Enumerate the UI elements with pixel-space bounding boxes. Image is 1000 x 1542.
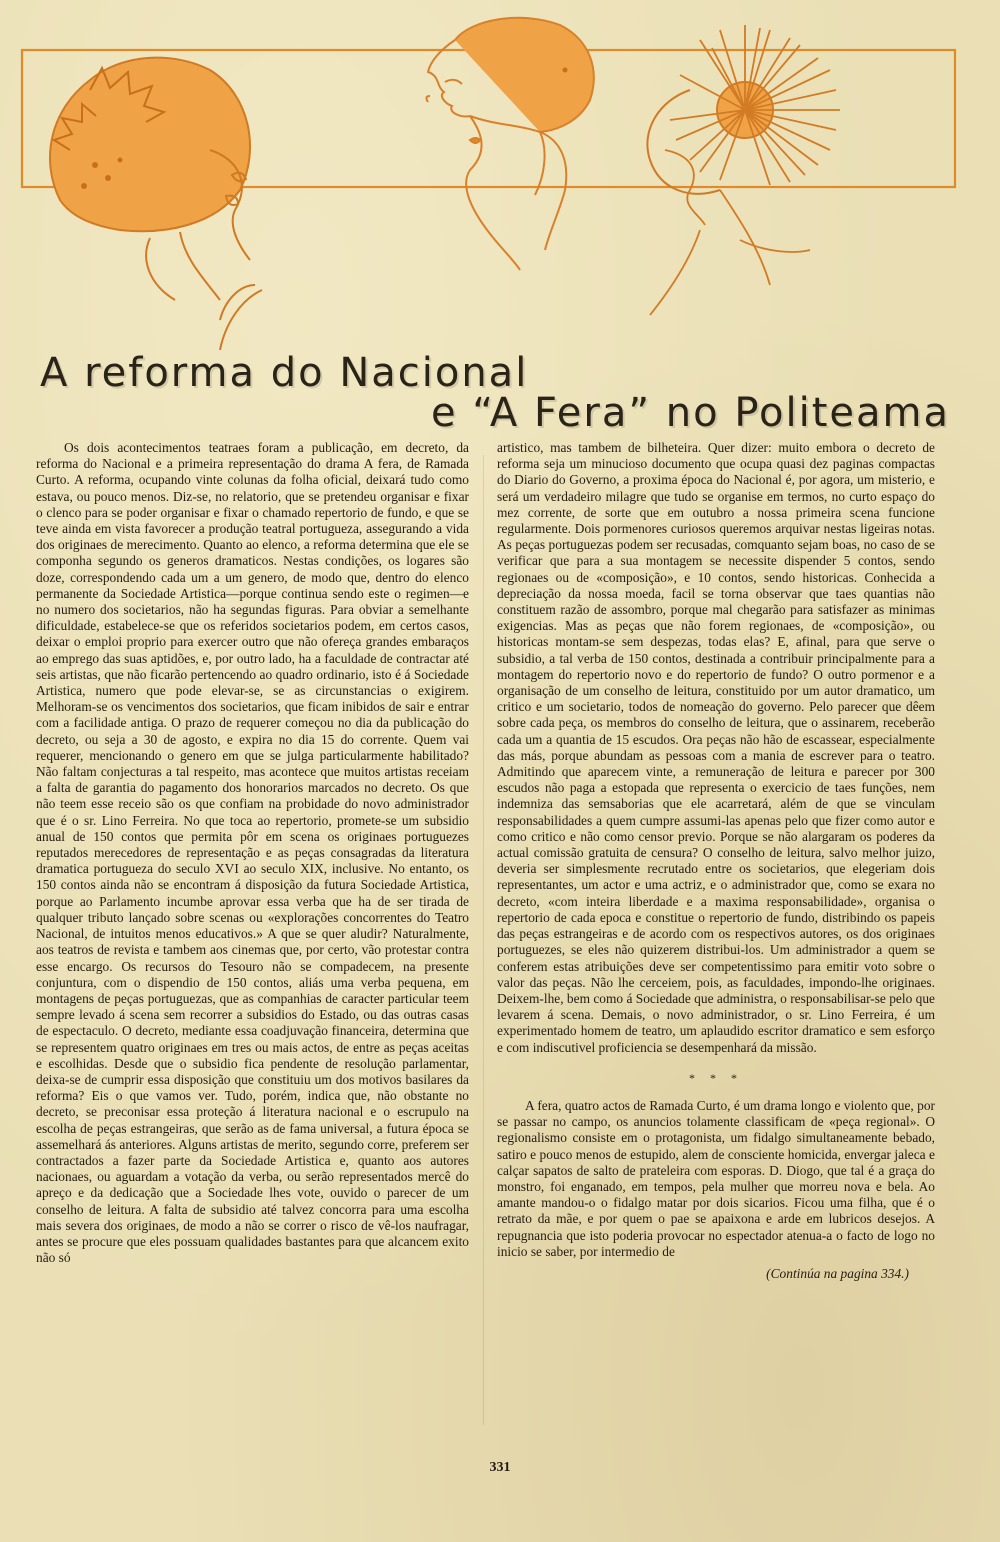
continued-note: (Continúa na pagina 334.) (766, 1265, 909, 1281)
column-divider (483, 455, 484, 1425)
profile-face-figure (426, 18, 593, 270)
title-line-2: e “A Fera” no Politeama (430, 390, 950, 436)
article-title (30, 350, 950, 436)
right-column-paragraph-1: artistico, mas tambem de bilheteira. Quer dizer: muito embora o decreto de reforma seja um minucioso documento que ocupa quasi dez paginas compactas do Diario do Governo, a proxima época do Nacional é, por agora, um misterio, e será um verdadeiro milagre que tudo se organise em termos, no curto espaço do mez corrente, de sorte que em outubro a nossa primeira scena funcione regularmente. Dois pormenores curiosos queremos arquivar nestas ligeiras notas. As peças portuguezas podem ser recusadas, comquanto sejam boas, no caso de se verificar que para a sua montagem se necessite dispender 5 contos, sendo regionaes ou de «composição», e 10 contos, sendo historicas. Conhecida a depreciação da nossa moeda, facil se torna observar que taes quantias não constituem razão de assombro, porque mal chegarão para satisfazer as minimas exigencias. Mas as peças que não forem regionaes, de «composição», ou historicas montam-se sem despezas, todas elas? E, afinal, para que serve o subsidio, a tal verba de 150 contos, destinada a contribuir principalmente para a montagem do repertorio novo e do repertorio de fundo? O outro pormenor e a organisação de um conselho de leitura, constituido por um autor dramatico, um critico e um societario, todos de nomeação do governo. Pelo parecer que dêem sobre cada peça, os membros do conselho de leitura, que o assinarem, receberão cada um a quantia de 15 escudos. Ora peças não hão de escassear, especialmente das más, porque abundam as pessoas com a mania de escrever para o teatro. Admitindo que aparecem vinte, a remuneração de leitura e parecer por 300 escudos não paga a estopada que representa o exercicio de taes funções, nem indemniza das semsaborias que ele acarretará, além de que se vinculam responsabilidades a quem cumpre assumi-las apenas pelo que fizer como autor e como critico e não como censor previo. Porque se não alargaram os poderes da actual comissão gratuita de censura? O conselho de leitura, salvo melhor juizo, deveria ser simplesmente recrutado entre os societarios, que elegeriam dois representantes, um actor e uma actriz, e o administrador que, como se exara no decreto, «com inteira liberdade e a maxima responsabilidade», organisa o repertorio de cada epoca e constitue o repertorio de fundo, distribindo os papeis das peças estrangeiras e de acordo com os respectivos autores, os dos originaes portuguezes, se eles não quizerem distribui-los. Um administrador a quem se conferem estas atribuições deve ser competentissimo para emitir voto sobre o valor das peças. Não lhe cerceiem, pois, as faculdades, impondo-lhe originaes. Deixem-lhe, bem como á Sociedade que administra, o responsabilisar-se pelo que levarem á scena. Demais, o novo administrador, o sr. Lino Ferreira, é um experimentado homem de teatro, um aplaudido escritor dramatico e sem esforço e com indiscutivel proficiencia se desempenhará da missão. (497, 440, 935, 1055)
right-column-paragraph-2: A fera, quatro actos de Ramada Curto, é um drama longo e violento que, por se passar no campo, os anuncios tolamente classificam de «peça regional». O regionalismo consiste em o protagonista, um fidalgo simultaneamente bebado, satiro e pouco menos de estupido, alem de consciente homicida, envergar jaleca e calçar sapatos de salto de prateleira com esporas. D. Diogo, que tal é a graça do monstro, foi enganado, em tempos, pela mulher que morreu nova e bela. Ao amante mandou-o o fidalgo matar por dois sicarios. Ficou uma filha, que é o retrato da mãe, e por quem o pae se apaixona e arde em lubricos desejos. A repugnancia que isto poderia provocar no espectador atenua-a o facto de logo no inicio se saber, por intermedio de (497, 1097, 935, 1259)
page-number: 331 (489, 1460, 511, 1475)
flower-hat-figure (50, 58, 255, 320)
left-column (36, 440, 469, 1266)
title-line-1: A reforma do Nacional (40, 350, 529, 396)
right-column (497, 440, 935, 1282)
section-separator: * * * (689, 1070, 743, 1085)
left-column-paragraph: Os dois acontecimentos teatraes foram a publicação, em decreto, da reforma do Nacional e a primeira representação do drama A fera, de Ramada Curto. A reforma, ocupando vinte colunas da folha oficial, deixará tudo como estava, ou pouco menos. Diz-se, no relatorio, que se pretendeu organisar e fixar o clenco para se poder organisar e fixar o chamado repertorio de fundo, e que se teve ainda em vista favorecer a produção teatral portugueza, assegurando a vida dos originaes de merecimento. Quanto ao elenco, a reforma determina que ele se componha segundo os generos dramaticos. Nestas condições, os logares são doze, correspondendo cada um a um genero, de modo que, dentro do elenco permanente da Sociedade Artistica—porque continua sendo este o regimen—e no numero dos societarios, não ha segundas figuras. Para obviar a semelhante dificuldade, estabelece-se que os referidos societarios podem, em certos casos, deixar o emploi proprio para exercer outro que não ofereça grandes embaraços ao emprego das suas aptidões, e, por outro lado, ha a faculdade de contractar até seis artistas, que não ficarão pertencendo ao quadro ordinario, isto é á Sociedade Artistica, numero que pode elevar-se, se as circunstancias o exigirem. Melhoram-se os vencimentos dos societarios, que ficam inibidos de sair e entrar com a facilidade antiga. O prazo de requerer começou no dia da publicação do decreto, ou seja a 30 de agosto, e expira no dia 15 do corrente. Quem vai requerer, mencionando o genero em que se julga particularmente habilitado? Não faltam conjecturas a tal respeito, mas acontece que muitos artistas receiam a falta de garantia do pagamento dos honorarios marcados no decreto. Os que não teem esse receio são os que confiam na probidade do novo administrador que é o sr. Lino Ferreira. No que toca ao repertorio, promete-se um subsidio anual de 150 contos que permita pôr em scena os originaes portuguezes reputados merecedores de representação e as peças consagradas da literatura dramatica portugueza do seculo XVI ao seculo XIX, inclusive. No entanto, os 150 contos ainda não se encontram á disposição da futura Sociedade Artistica, porque ao Parlamento incumbe aprovar essa verba que ha de ser tirada de qualquer tributo lançado sobre scenas ou «explorações concorrentes do Teatro Nacional, de intuitos menos educativos.» A que se quer aludir? Naturalmente, aos teatros de revista e tambem aos cinemas que, por certo, vão protestar contra esse encargo. Os recursos do Tesouro não se compadecem, na presente conjuntura, com o dispendio de 150 contos, aliás uma verba pequena, em montagens de peças portuguezas, que as companhias de caracter particular teem sempre levado á scena sem recorrer a subsidios do Estado, ou das outras casas de espectaculo. O decreto, mediante essa coadjuvação financeira, determina que se representem quatro originaes em tres ou mais actos, de entre as peças aceitas e escolhidas. Desde que o subsidio fica pendente de resolução parlamentar, deixa-se de cumprir essa disposição que constituiu um dos motivos basilares da reforma? Eis o que vamos ver. Tudo, porém, indica que, não obstante no decreto, se preconisar essa proteção á literatura nacional e o escrupulo na escolha de peças estrangeiras, que serão as de fama universal, a futura época se assemelhará ás anteriores. Alguns artistas de merito, segundo corre, preferem ser contractados a fazer parte da Sociedade Artistica e, quanto aos autores nacionaes, ou aguardam a votação da verba, ou serão representados mercê do apreço e da dedicação que a Sociedade lhes vote, ouvido o parecer de um conselho de leitura. A falta de subsidio até talvez concorra para uma escolha mais severa dos originaes, de modo a não se correr o risco de vê-los naufragar, antes se procure que eles possuam qualidades bastantes para que alcancem exito não só (36, 440, 469, 1266)
header-illustration (0, 0, 1000, 350)
swash-stroke (220, 290, 262, 350)
feather-headdress-figure (647, 25, 840, 315)
